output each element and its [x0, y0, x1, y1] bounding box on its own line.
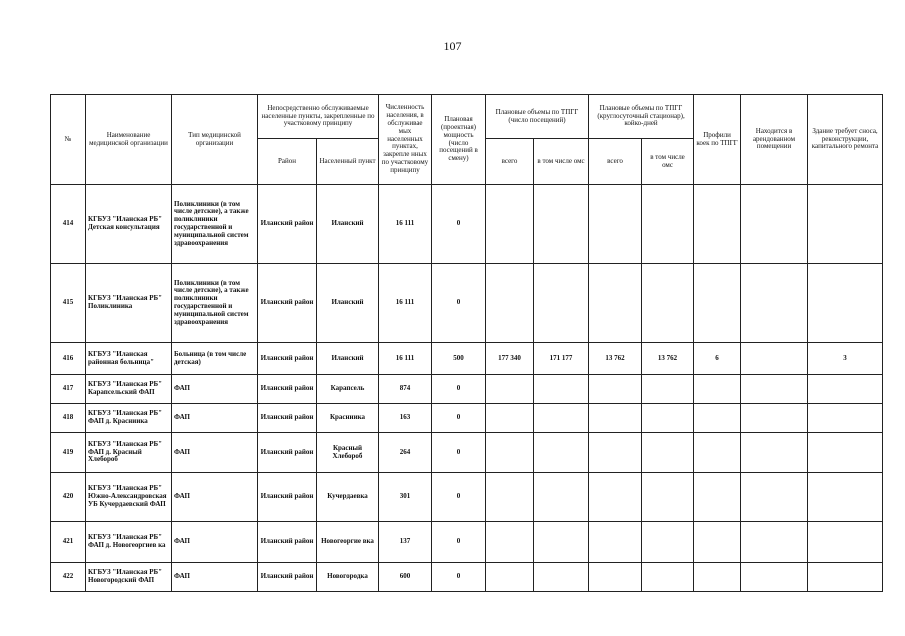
row-profiles: 6 — [694, 343, 741, 375]
row-capacity: 0 — [432, 563, 486, 592]
row-district: Иланский район — [258, 522, 317, 563]
header-visits-oms: в том числе омс — [534, 139, 589, 185]
row-beds-total — [589, 433, 642, 473]
row-repair — [808, 433, 883, 473]
header-rented: Находится в арендованном помещении — [741, 95, 808, 185]
row-profiles — [694, 473, 741, 522]
row-visits-oms — [534, 185, 589, 264]
header-population: Численность населения, в обслуживае мых населенных пунктах, закрепле нных по участковому принципу — [379, 95, 432, 185]
table-row — [51, 433, 883, 473]
table-row — [51, 185, 883, 264]
row-beds-total — [589, 264, 642, 343]
row-visits-total: 177 340 — [486, 343, 534, 375]
row-type: ФАП — [172, 433, 258, 473]
page-number: 107 — [443, 39, 462, 53]
row-capacity: 0 — [432, 522, 486, 563]
row-num: 415 — [51, 264, 86, 343]
table-row — [51, 264, 883, 343]
row-org: КГБУЗ "Иланская районная больница" — [86, 343, 172, 375]
row-beds-oms — [642, 264, 694, 343]
header-settlement: Населенный пункт — [317, 139, 379, 185]
row-repair — [808, 473, 883, 522]
row-rented — [741, 433, 808, 473]
row-capacity: 0 — [432, 433, 486, 473]
row-settlement: Иланский — [317, 264, 379, 343]
row-settlement: Новогородка — [317, 563, 379, 592]
row-beds-oms — [642, 375, 694, 404]
table-row — [51, 375, 883, 404]
table-row — [51, 473, 883, 522]
row-type: ФАП — [172, 375, 258, 404]
row-capacity: 0 — [432, 404, 486, 433]
row-visits-total — [486, 473, 534, 522]
row-settlement: Иланский — [317, 343, 379, 375]
row-type: ФАП — [172, 473, 258, 522]
row-beds-oms — [642, 185, 694, 264]
row-beds-total: 13 762 — [589, 343, 642, 375]
row-beds-oms — [642, 563, 694, 592]
row-beds-total — [589, 522, 642, 563]
row-rented — [741, 563, 808, 592]
row-profiles — [694, 522, 741, 563]
facilities-table — [50, 94, 883, 592]
row-repair: 3 — [808, 343, 883, 375]
row-population: 301 — [379, 473, 432, 522]
row-capacity: 0 — [432, 264, 486, 343]
row-capacity: 0 — [432, 473, 486, 522]
row-population: 264 — [379, 433, 432, 473]
row-visits-oms: 171 177 — [534, 343, 589, 375]
row-district: Иланский район — [258, 264, 317, 343]
row-repair — [808, 185, 883, 264]
row-district: Иланский район — [258, 343, 317, 375]
header-bed-profiles: Профили коек по ТПГГ — [694, 95, 741, 185]
row-repair — [808, 404, 883, 433]
row-visits-oms — [534, 264, 589, 343]
row-org: КГБУЗ "Иланская РБ" Поликлиника — [86, 264, 172, 343]
row-rented — [741, 343, 808, 375]
row-capacity: 500 — [432, 343, 486, 375]
row-num: 419 — [51, 433, 86, 473]
header-org-name: Наименование медицинской организации — [86, 95, 172, 185]
row-profiles — [694, 264, 741, 343]
row-type: ФАП — [172, 522, 258, 563]
row-visits-total — [486, 433, 534, 473]
row-visits-total — [486, 185, 534, 264]
row-org: КГБУЗ "Иланская РБ" Карапсельский ФАП — [86, 375, 172, 404]
row-profiles — [694, 433, 741, 473]
row-beds-oms — [642, 522, 694, 563]
row-visits-oms — [534, 522, 589, 563]
row-num: 422 — [51, 563, 86, 592]
row-population: 874 — [379, 375, 432, 404]
row-visits-total — [486, 375, 534, 404]
row-type: Больница (в том числе детская) — [172, 343, 258, 375]
row-beds-oms — [642, 473, 694, 522]
table-row — [51, 563, 883, 592]
header-visits-total: всего — [486, 139, 534, 185]
table-row — [51, 522, 883, 563]
row-profiles — [694, 185, 741, 264]
header-served-points: Непосредственно обслуживаемые населенные пункты, закрепленные по участковому принципу — [258, 95, 379, 139]
row-num: 421 — [51, 522, 86, 563]
row-visits-total — [486, 522, 534, 563]
row-population: 16 111 — [379, 185, 432, 264]
row-org: КГБУЗ "Иланская РБ" ФАП д. Красниика — [86, 404, 172, 433]
row-org: КГБУЗ "Иланская РБ" Детская консультация — [86, 185, 172, 264]
row-org: КГБУЗ "Иланская РБ" Новогородский ФАП — [86, 563, 172, 592]
row-repair — [808, 563, 883, 592]
row-district: Иланский район — [258, 375, 317, 404]
row-beds-oms — [642, 433, 694, 473]
row-beds-total — [589, 404, 642, 433]
row-num: 417 — [51, 375, 86, 404]
header-beds-oms: в том числе омс — [642, 139, 694, 185]
row-num: 418 — [51, 404, 86, 433]
row-num: 414 — [51, 185, 86, 264]
row-org: КГБУЗ "Иланская РБ" Южно-Александровская УБ Кучердаевский ФАП — [86, 473, 172, 522]
row-num: 416 — [51, 343, 86, 375]
row-visits-oms — [534, 563, 589, 592]
row-beds-total — [589, 473, 642, 522]
row-settlement: Красный Хлебороб — [317, 433, 379, 473]
row-org: КГБУЗ "Иланская РБ" ФАП д. Красный Хлебороб — [86, 433, 172, 473]
header-row-top — [51, 95, 883, 139]
row-settlement: Иланский — [317, 185, 379, 264]
row-repair — [808, 375, 883, 404]
header-capacity: Плановая (проектная) мощность (число посещений в смену) — [432, 95, 486, 185]
row-repair — [808, 522, 883, 563]
row-type: ФАП — [172, 563, 258, 592]
row-settlement: Новогеоргие вка — [317, 522, 379, 563]
header-volumes-visits: Плановые объемы по ТПГГ (число посещений) — [486, 95, 589, 139]
row-population: 137 — [379, 522, 432, 563]
row-rented — [741, 375, 808, 404]
row-district: Иланский район — [258, 433, 317, 473]
row-visits-total — [486, 563, 534, 592]
row-org: КГБУЗ "Иланская РБ" ФАП д. Новогеоргиев ка — [86, 522, 172, 563]
row-rented — [741, 522, 808, 563]
table-row — [51, 404, 883, 433]
row-settlement: Карапсель — [317, 375, 379, 404]
row-type: Поликлиники (в том числе детские), а также поликлиники государственной и муниципальной систем здравоохранения — [172, 185, 258, 264]
row-district: Иланский район — [258, 185, 317, 264]
row-profiles — [694, 375, 741, 404]
row-beds-oms — [642, 404, 694, 433]
table-row — [51, 343, 883, 375]
header-org-type: Тип медицинской организации — [172, 95, 258, 185]
row-visits-total — [486, 404, 534, 433]
row-capacity: 0 — [432, 375, 486, 404]
row-rented — [741, 473, 808, 522]
row-population: 16 111 — [379, 264, 432, 343]
header-district: Район — [258, 139, 317, 185]
row-beds-total — [589, 375, 642, 404]
row-profiles — [694, 563, 741, 592]
row-district: Иланский район — [258, 473, 317, 522]
row-district: Иланский район — [258, 563, 317, 592]
row-profiles — [694, 404, 741, 433]
row-visits-oms — [534, 375, 589, 404]
row-capacity: 0 — [432, 185, 486, 264]
row-visits-total — [486, 264, 534, 343]
row-population: 16 111 — [379, 343, 432, 375]
row-rented — [741, 185, 808, 264]
row-beds-total — [589, 185, 642, 264]
row-population: 163 — [379, 404, 432, 433]
row-visits-oms — [534, 404, 589, 433]
header-beds-total: всего — [589, 139, 642, 185]
header-repair: Здание требует сноса, реконструкции, капитального ремонта — [808, 95, 883, 185]
row-settlement: Красниика — [317, 404, 379, 433]
row-type: ФАП — [172, 404, 258, 433]
row-settlement: Кучердаевка — [317, 473, 379, 522]
header-num: № — [51, 95, 86, 185]
row-repair — [808, 264, 883, 343]
row-population: 600 — [379, 563, 432, 592]
row-beds-total — [589, 563, 642, 592]
row-visits-oms — [534, 473, 589, 522]
row-rented — [741, 264, 808, 343]
row-num: 420 — [51, 473, 86, 522]
row-beds-oms: 13 762 — [642, 343, 694, 375]
row-rented — [741, 404, 808, 433]
row-type: Поликлиники (в том числе детские), а также поликлиники государственной и муниципальной систем здравоохранения — [172, 264, 258, 343]
header-volumes-beds: Плановые объемы по ТПГГ (круглосуточный стационар), койко-дней — [589, 95, 694, 139]
row-district: Иланский район — [258, 404, 317, 433]
row-visits-oms — [534, 433, 589, 473]
